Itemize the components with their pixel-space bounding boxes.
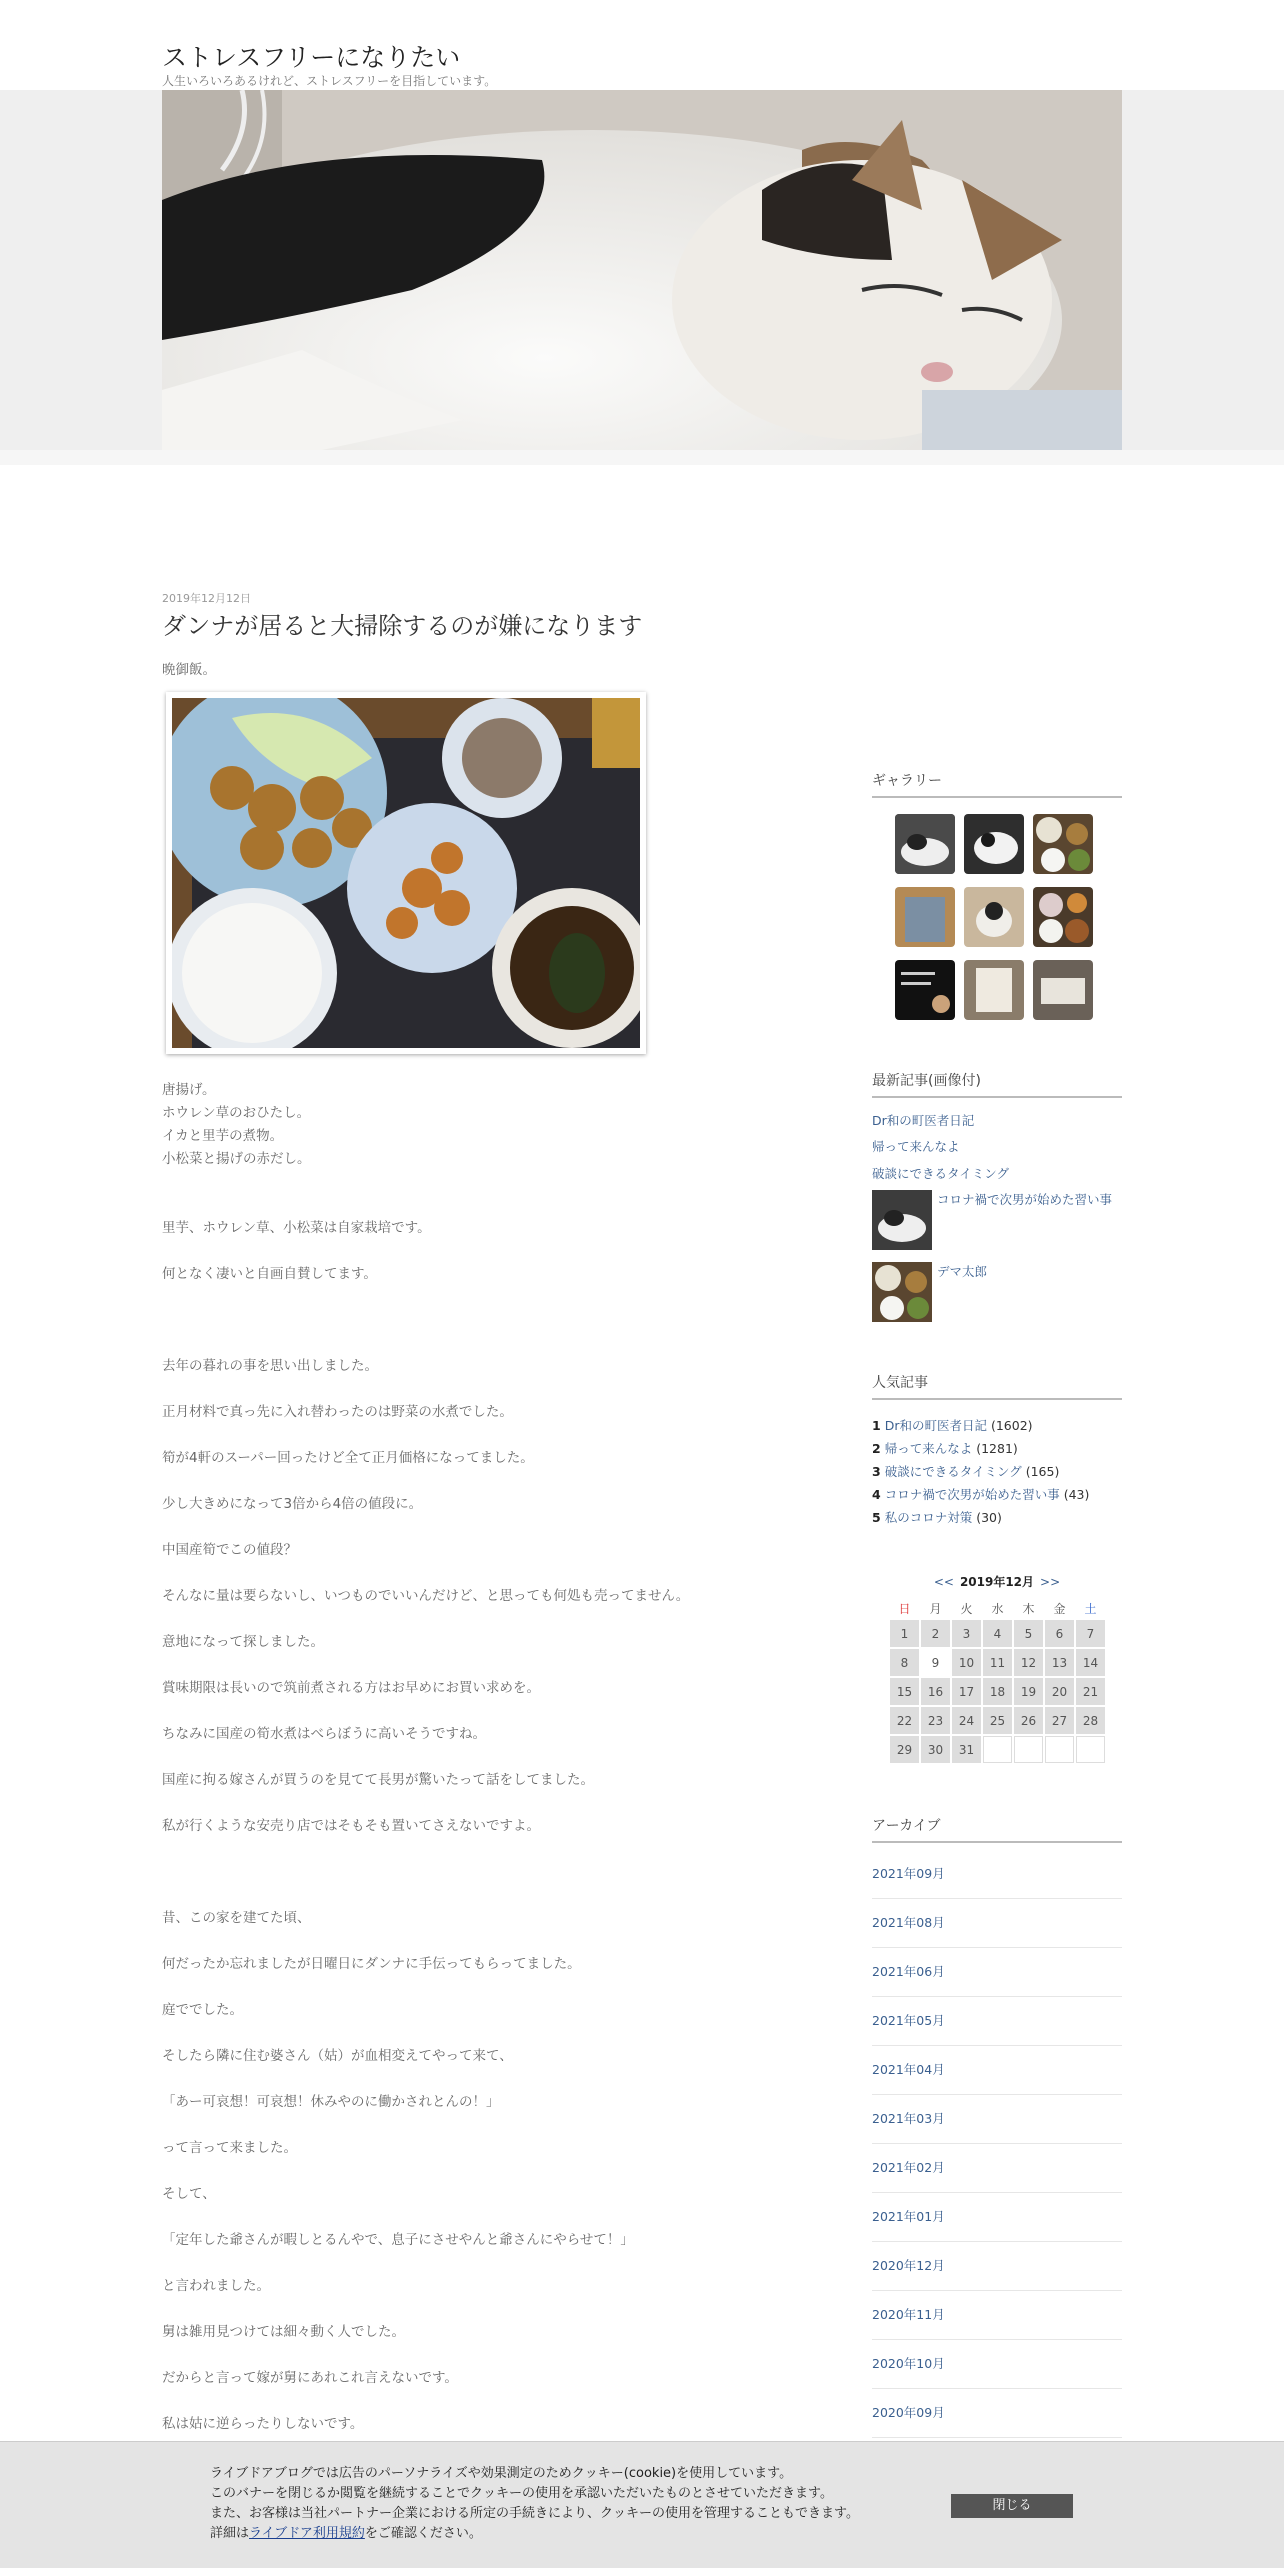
gallery-thumb[interactable]: [1033, 814, 1093, 874]
blog-description: 人生いろいろあるけれど、ストレスフリーを目指しています。: [162, 74, 497, 88]
calendar-day: 10: [952, 1649, 981, 1676]
calendar-day: 6: [1045, 1620, 1074, 1647]
post-paragraph: 正月材料で真っ先に入れ替わったのは野菜の水煮でした。: [162, 1404, 513, 1420]
post-paragraph: ちなみに国産の筍水煮はべらぼうに高いそうですね。: [162, 1726, 486, 1742]
calendar-weekday: 木: [1022, 1601, 1035, 1616]
post-paragraph: 賞味期限は長いので筑前煮される方はお早めにお買い求めを。: [162, 1680, 540, 1696]
post-paragraph: イカと里芋の煮物。: [162, 1128, 284, 1144]
calendar-weekday: 水: [991, 1601, 1004, 1616]
blog-title[interactable]: ストレスフリーになりたい: [162, 43, 461, 72]
dinner-photo[interactable]: [166, 692, 646, 1054]
calendar-day: 30: [921, 1736, 950, 1763]
calendar-day: 16: [921, 1678, 950, 1705]
archive-link[interactable]: 2021年09月: [872, 1866, 945, 1881]
calendar-day: 2: [921, 1620, 950, 1647]
archive-link[interactable]: 2020年09月: [872, 2405, 945, 2420]
cookie-line: ライブドアブログでは広告のパーソナライズや効果測定のためクッキー(cookie)を使用しています。: [210, 2466, 793, 2481]
calendar-day: 7: [1076, 1620, 1105, 1647]
calendar-header: [872, 1573, 1122, 1590]
calendar-day: 23: [921, 1707, 950, 1734]
calendar-next-link[interactable]: >>: [1040, 1575, 1061, 1589]
post-intro: 晩御飯。: [162, 662, 216, 678]
archive-link[interactable]: 2021年04月: [872, 2062, 945, 2077]
recent-post-link[interactable]: 破談にできるタイミング: [872, 1166, 1010, 1181]
calendar-day: 14: [1076, 1649, 1105, 1676]
archive-link[interactable]: 2020年12月: [872, 2258, 945, 2273]
gallery-thumb[interactable]: [895, 814, 955, 874]
calendar-month: 2019年12月: [959, 1575, 1035, 1589]
post-paragraph: 少し大きめになって3倍から4倍の値段に。: [162, 1496, 423, 1512]
calendar-day: 5: [1014, 1620, 1043, 1647]
gallery-thumb[interactable]: [964, 960, 1024, 1020]
archive-link[interactable]: 2021年03月: [872, 2111, 945, 2126]
archive-item[interactable]: [872, 2389, 1122, 2438]
calendar-day: 31: [952, 1736, 981, 1763]
post-paragraph: 国産に拘る嫁さんが買うのを見てて長男が驚いたって話をしてました。: [162, 1772, 594, 1788]
post-paragraph: 小松菜と揚げの赤だし。: [162, 1151, 311, 1167]
post-paragraph: ホウレン草のおひたし。: [162, 1105, 311, 1121]
post-paragraph: 昔、この家を建てた頃、: [162, 1910, 311, 1926]
calendar-day: 24: [952, 1707, 981, 1734]
calendar-weekday: 火: [960, 1601, 973, 1616]
post-paragraph: と言われました。: [162, 2278, 270, 2294]
archive-item[interactable]: [872, 2340, 1122, 2389]
archive-item[interactable]: [872, 2095, 1122, 2144]
archive-item[interactable]: [872, 2291, 1122, 2340]
post-paragraph: 唐揚げ。: [162, 1082, 216, 1098]
gallery-heading: ギャラリー: [872, 770, 1122, 798]
archive-item[interactable]: [872, 1948, 1122, 1997]
post-paragraph: 中国産筍でこの値段？: [162, 1542, 297, 1558]
archive-link[interactable]: 2021年02月: [872, 2160, 945, 2175]
popular-item: [872, 1508, 1002, 1526]
post-paragraph: 筍が4軒のスーパー回ったけど全て正月価格になってました。: [162, 1450, 534, 1466]
gallery-thumb[interactable]: [964, 887, 1024, 947]
post-paragraph: 里芋、ホウレン草、小松菜は自家栽培です。: [162, 1220, 431, 1236]
archive-item[interactable]: [872, 1997, 1122, 2046]
archive-item[interactable]: [872, 2242, 1122, 2291]
blog-header: [0, 0, 1284, 90]
archive-item[interactable]: [872, 1899, 1122, 1948]
popular-link[interactable]: Dr和の町医者日記: [884, 1418, 987, 1433]
popular-count: (43): [1063, 1487, 1090, 1502]
calendar-day: 27: [1045, 1707, 1074, 1734]
calendar-weekday: 土: [1084, 1601, 1097, 1616]
post-paragraph: 私は姑に逆らったりしないです。: [162, 2416, 364, 2432]
terms-link[interactable]: ライブドア利用規約: [249, 2526, 365, 2541]
calendar-day: 20: [1045, 1678, 1074, 1705]
popular-link[interactable]: 破談にできるタイミング: [884, 1464, 1022, 1479]
archive-item[interactable]: [872, 2144, 1122, 2193]
post-paragraph: って言って来ました。: [162, 2140, 297, 2156]
popular-item: [872, 1462, 1059, 1480]
post-paragraph: 「あー可哀想！可哀想！休みやのに働かされとんの！」: [162, 2094, 500, 2110]
archive-link[interactable]: 2021年01月: [872, 2209, 945, 2224]
popular-item: [872, 1485, 1089, 1503]
calendar-table: [888, 1596, 1107, 1765]
recent-post-link[interactable]: コロナ禍で次男が始めた習い事: [937, 1192, 1113, 1207]
archive-item[interactable]: [872, 2046, 1122, 2095]
cookie-line-suffix: をご確認ください。: [364, 2526, 482, 2541]
calendar-day: 8: [890, 1649, 919, 1676]
archive-heading: アーカイブ: [872, 1815, 1122, 1843]
calendar-day: 9: [921, 1649, 950, 1676]
post-paragraph: 私が行くような安売り店ではそもそも置いてさえないですよ。: [162, 1818, 540, 1834]
archive-link[interactable]: 2020年10月: [872, 2356, 945, 2371]
calendar-day-empty: [983, 1736, 1012, 1763]
calendar-prev-link[interactable]: <<: [933, 1575, 954, 1589]
calendar-day-empty: [1045, 1736, 1074, 1763]
popular-count: (1281): [976, 1441, 1018, 1456]
post-paragraph: そして、: [162, 2186, 216, 2202]
popular-rank: 3: [872, 1464, 881, 1479]
recent-post-link[interactable]: 帰って来んなよ: [872, 1139, 960, 1154]
popular-rank: 5: [872, 1510, 881, 1525]
calendar-weekday: 金: [1053, 1601, 1066, 1616]
post-paragraph: 何だったか忘れましたが日曜日にダンナに手伝ってもらってました。: [162, 1956, 581, 1972]
calendar-day: 15: [890, 1678, 919, 1705]
calendar-day: 18: [983, 1678, 1012, 1705]
archive-item[interactable]: [872, 1850, 1122, 1899]
post-date: 2019年12月12日: [162, 592, 251, 605]
calendar-day: 3: [952, 1620, 981, 1647]
popular-posts-heading: 人気記事: [872, 1372, 1122, 1400]
post-paragraph: 舅は雑用見つけては細々動く人でした。: [162, 2324, 405, 2340]
recent-post-thumb[interactable]: [872, 1262, 932, 1322]
popular-link[interactable]: 帰って来んなよ: [884, 1441, 973, 1456]
post-paragraph: 意地になって探しました。: [162, 1634, 324, 1650]
gallery-thumb[interactable]: [1033, 887, 1093, 947]
calendar-day: 1: [890, 1620, 919, 1647]
archive-link[interactable]: 2021年05月: [872, 2013, 945, 2028]
calendar-day: 22: [890, 1707, 919, 1734]
calendar-weekday: 月: [929, 1601, 942, 1616]
post-paragraph: 「定年した爺さんが暇しとるんやで、息子にさせやんと爺さんにやらせて！」: [162, 2232, 634, 2248]
calendar-day: 26: [1014, 1707, 1043, 1734]
cookie-message: [210, 2464, 859, 2544]
archive-link[interactable]: 2021年06月: [872, 1964, 945, 1979]
post-paragraph: だからと言って嫁が舅にあれこれ言えないです。: [162, 2370, 458, 2386]
cookie-close-button[interactable]: 閉じる: [951, 2494, 1073, 2518]
calendar-day: 4: [983, 1620, 1012, 1647]
calendar-day: 11: [983, 1649, 1012, 1676]
post-paragraph: 去年の暮れの事を思い出しました。: [162, 1358, 378, 1374]
popular-item: [872, 1416, 1033, 1434]
calendar-day-empty: [1076, 1736, 1105, 1763]
post-paragraph: そしたら隣に住む婆さん（姑）が血相変えてやって来て、: [162, 2048, 513, 2064]
post-title[interactable]: ダンナが居ると大掃除するのが嫌になります: [162, 612, 643, 640]
gallery-thumb[interactable]: [895, 960, 955, 1020]
archive-link[interactable]: 2020年11月: [872, 2307, 945, 2322]
popular-rank: 1: [872, 1418, 881, 1433]
calendar-day: 21: [1076, 1678, 1105, 1705]
calendar-day: 29: [890, 1736, 919, 1763]
calendar-day-empty: [1014, 1736, 1043, 1763]
popular-link[interactable]: 私のコロナ対策: [884, 1510, 973, 1525]
post-paragraph: そんなに量は要らないし、いつものでいいんだけど、と思っても何処も売ってません。: [162, 1588, 690, 1604]
popular-item: [872, 1439, 1018, 1457]
popular-rank: 2: [872, 1441, 881, 1456]
popular-rank: 4: [872, 1487, 881, 1502]
cookie-line: このバナーを閉じるか閲覧を継続することでクッキーの使用を承認いただいたものとさせていただきます。: [210, 2486, 833, 2501]
recent-posts-heading: 最新記事(画像付): [872, 1070, 1122, 1098]
calendar-day: 13: [1045, 1649, 1074, 1676]
popular-count: (30): [976, 1510, 1002, 1525]
popular-count: (165): [1025, 1464, 1060, 1479]
cookie-line: [210, 2524, 859, 2544]
recent-post-thumb[interactable]: [872, 1190, 932, 1250]
cookie-banner: [0, 2441, 1284, 2568]
gallery-thumb[interactable]: [964, 814, 1024, 874]
hero-band-shadow: [0, 450, 1284, 465]
recent-post-link[interactable]: Dr和の町医者日記: [872, 1113, 975, 1128]
post-paragraph: 何となく凄いと自画自賛してます。: [162, 1266, 377, 1282]
cookie-line-prefix: 詳細は: [210, 2526, 250, 2541]
recent-post-link[interactable]: デマ太郎: [937, 1264, 988, 1279]
calendar-day: 17: [952, 1678, 981, 1705]
popular-link[interactable]: コロナ禍で次男が始めた習い事: [884, 1487, 1060, 1502]
calendar-weekday: 日: [898, 1601, 911, 1616]
gallery-thumb[interactable]: [1033, 960, 1093, 1020]
header-cat-image: [162, 90, 1122, 450]
calendar-day: 28: [1076, 1707, 1105, 1734]
calendar-day: 25: [983, 1707, 1012, 1734]
popular-count: (1602): [990, 1418, 1033, 1433]
cookie-line: また、お客様は当社パートナー企業における所定の手続きにより、クッキーの使用を管理することもできます。: [210, 2506, 859, 2521]
calendar-day: 19: [1014, 1678, 1043, 1705]
archive-item[interactable]: [872, 2193, 1122, 2242]
gallery-thumb[interactable]: [895, 887, 955, 947]
calendar-day: 12: [1014, 1649, 1043, 1676]
archive-link[interactable]: 2021年08月: [872, 1915, 945, 1930]
post-paragraph: 庭ででした。: [162, 2002, 243, 2018]
